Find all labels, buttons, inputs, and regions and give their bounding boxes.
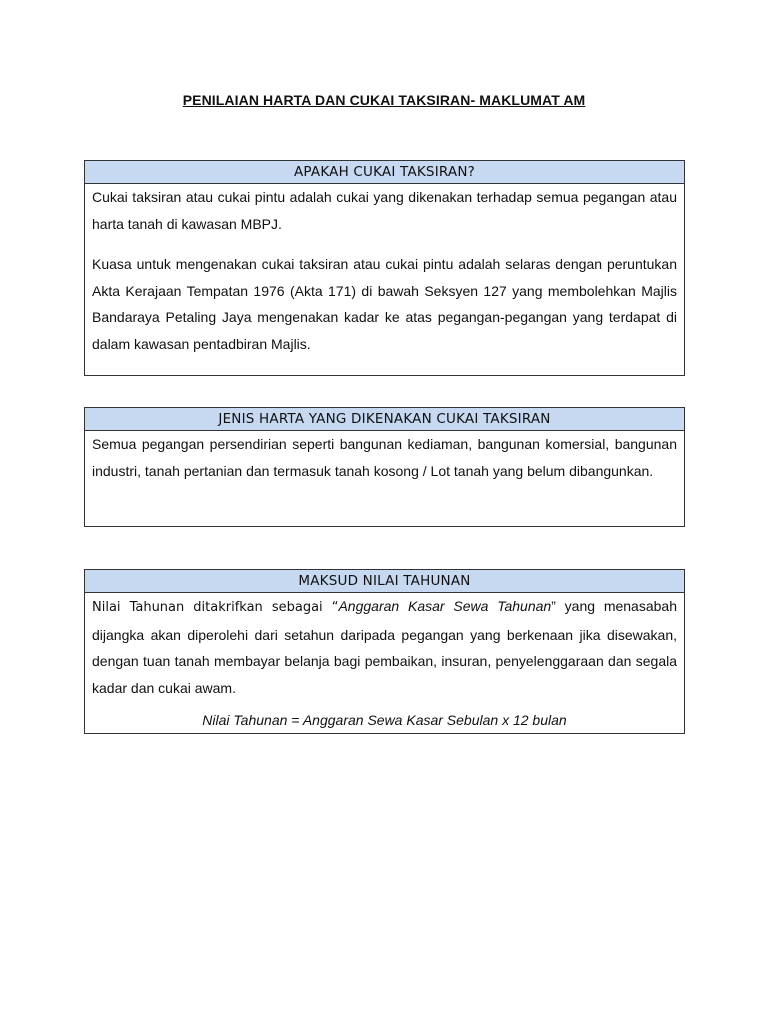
formula: Nilai Tahunan = Anggaran Sewa Kasar Sebulan x 12 bulan [202,712,567,728]
paragraph: Cukai taksiran atau cukai pintu adalah cukai yang dikenakan terhadap semua pegangan atau harta tanah di kawasan MBPJ. [92,189,677,232]
section-maksud-nilai-tahunan [84,569,685,734]
section-header: MAKSUD NILAI TAHUNAN [85,570,684,593]
paragraph-intro: Nilai Tahunan ditakrifkan sebagai “ [92,600,339,615]
section-jenis-harta [84,407,685,527]
section-body [85,431,684,484]
paragraph [92,593,677,701]
paragraph: Semua pegangan persendirian seperti bangunan kediaman, bangunan komersial, bangunan industri, tanah pertanian dan termasuk tanah kosong / Lot tanah yang belum dibangunkan. [92,436,677,479]
paragraph: Kuasa untuk mengenakan cukai taksiran atau cukai pintu adalah selaras dengan peruntukan Akta Kerajaan Tempatan 1976 (Akta 171) di bawah Seksyen 127 yang membolehkan Majlis Bandaraya Petaling Jaya mengenakan kadar ke atas pegangan-pegangan yang terdapat di dalam kawasan pentadbiran Majlis. [92,256,677,352]
section-header: JENIS HARTA YANG DIKENAKAN CUKAI TAKSIRAN [85,408,684,431]
document-title: PENILAIAN HARTA DAN CUKAI TAKSIRAN- MAKLUMAT AM [182,92,586,108]
section-header: APAKAH CUKAI TAKSIRAN? [85,161,684,184]
section-body [85,184,684,357]
section-apakah-cukai-taksiran [84,160,685,376]
paragraph-rest: ” yang menasabah dijangka akan diperolehi dari setahun daripada pegangan yang berkenaan jika disewakan, dengan tuan tanah membayar belanja bagi pembaikan, insuran, penyelenggaraan dan segala kadar dan cukai awam. [92,598,677,696]
section-body [85,593,684,734]
quoted-term: Anggaran Kasar Sewa Tahunan [338,598,552,614]
